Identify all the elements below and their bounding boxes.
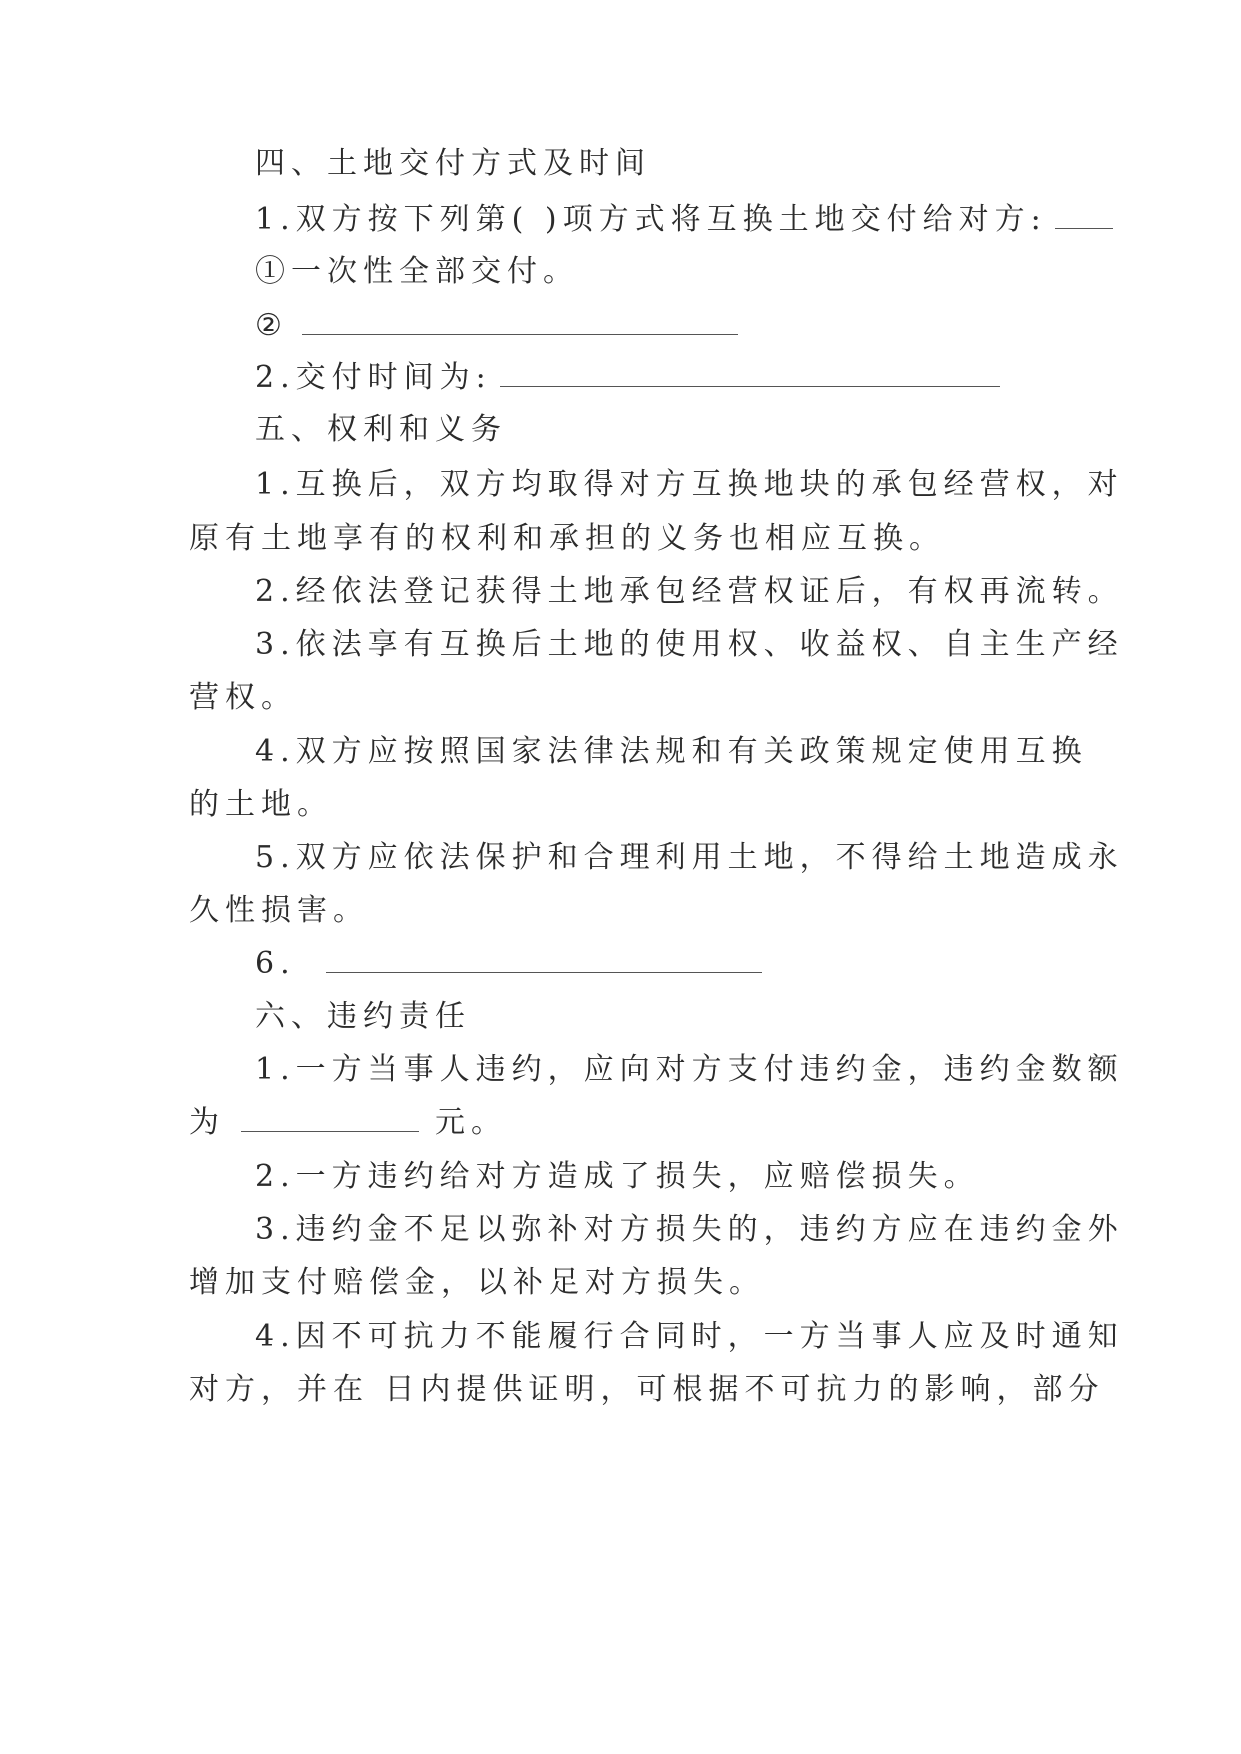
section-4-heading: 四、土地交付方式及时间 — [255, 146, 651, 181]
section-5-item-1-cont: 原有土地享有的权利和承担的义务也相应互换。 — [189, 521, 945, 556]
section-5-item-4-cont: 的土地。 — [189, 787, 333, 822]
fill-blank[interactable] — [500, 358, 1000, 387]
section-6-item-4-cont: 对方，并在 日内提供证明，可根据不可抗力的影响，部分 — [189, 1372, 1105, 1407]
section-4-option-2: ② — [0, 306, 1241, 346]
section-5-heading: 五、权利和义务 — [255, 412, 507, 447]
section-5-item-1: 1.互换后，双方均取得对方互换地块的承包经营权，对 — [255, 467, 1124, 502]
section-5-item-5: 5.双方应依法保护和合理利用土地，不得给土地造成永 — [255, 840, 1124, 875]
section-5-item-6: 6. — [0, 944, 1241, 984]
section-4-option-1: ①一次性全部交付。 — [255, 254, 579, 289]
section-5-item-4: 4.双方应按照国家法律法规和有关政策规定使用互换 — [255, 734, 1088, 769]
section-6-item-1-cont: 为 元。 — [189, 1105, 507, 1140]
section-5-item-3: 3.依法享有互换后土地的使用权、收益权、自主生产经 — [255, 627, 1124, 662]
section-5-item-2: 2.经依法登记获得土地承包经营权证后，有权再流转。 — [255, 574, 1124, 609]
section-6-heading: 六、违约责任 — [255, 999, 471, 1034]
section-6-item-1: 1.一方当事人违约，应向对方支付违约金，违约金数额 — [255, 1052, 1124, 1087]
amount-blank[interactable] — [241, 1103, 419, 1132]
section-5-item-5-cont: 久性损害。 — [189, 893, 369, 928]
section-6-item-4: 4.因不可抗力不能履行合同时，一方当事人应及时通知 — [255, 1319, 1124, 1354]
section-6-item-2: 2.一方违约给对方造成了损失，应赔偿损失。 — [255, 1159, 980, 1194]
section-6-item-3-cont: 增加支付赔偿金，以补足对方损失。 — [189, 1265, 765, 1300]
fill-blank[interactable] — [302, 306, 738, 335]
fill-blank[interactable] — [326, 944, 762, 973]
section-4-item-1: 1.双方按下列第( )项方式将互换土地交付给对方: — [0, 200, 1241, 240]
section-5-item-3-cont: 营权。 — [189, 680, 297, 715]
fill-blank[interactable] — [1055, 200, 1113, 229]
section-6-item-3: 3.违约金不足以弥补对方损失的，违约方应在违约金外 — [255, 1212, 1124, 1247]
section-4-item-2: 2.交付时间为: — [0, 358, 1241, 398]
